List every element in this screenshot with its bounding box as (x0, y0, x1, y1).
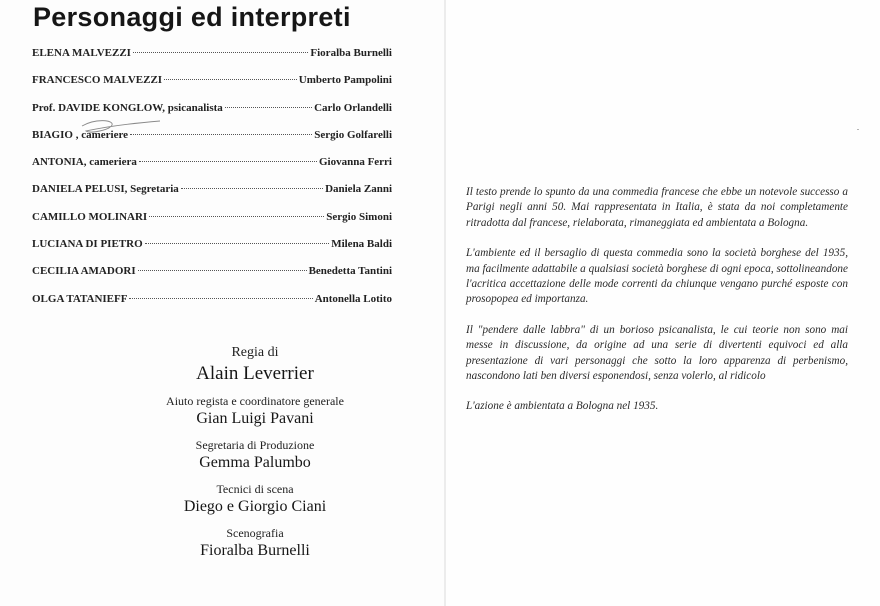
character-name: FRANCESCO MALVEZZI (32, 74, 163, 87)
pen-scribble (76, 112, 166, 136)
character-name: OLGA TATANIEFF (32, 292, 128, 305)
dot-leader (149, 216, 324, 217)
cast-row (32, 183, 392, 210)
credit-name: Gian Luigi Pavani (196, 410, 314, 427)
character-name: Prof. DAVIDE KONGLOW, psicanalista (32, 101, 223, 114)
synopsis-paragraph: L'ambiente ed il bersaglio di questa commedia sono la società borghese del 1935, ma facilmente adattabile a qualsiasi società borghese di ogni epoca, sottolineandone l'acritica accettazione delle mode correnti da chiunque vengano purché esposte con prosopopea ed importanza. (466, 247, 848, 306)
dot-leader (164, 79, 297, 80)
dot-leader (181, 188, 323, 189)
cast-row (32, 156, 392, 183)
character-name: DANIELA PELUSI, Segretaria (32, 183, 179, 196)
synopsis-paragraph: L'azione è ambientata a Bologna nel 1935. (466, 400, 659, 413)
credit-name: Fioralba Burnelli (200, 542, 310, 559)
actor-name: Sergio Golfarelli (314, 128, 392, 141)
synopsis-paragraph: Il testo prende lo spunto da una commedia francese che ebbe un notevole successo a Parigi negli anni 50. Mai rappresentata in Italia, è stata da noi completamente ritradotta dal francese, rielaborata, rimaneggiata ed ambientata a Bologna. (466, 186, 848, 229)
credit-label: Regia di (231, 345, 279, 360)
cast-row (32, 211, 392, 238)
cast-row (32, 238, 392, 265)
actor-name: Carlo Orlandelli (314, 101, 392, 114)
dot-leader (225, 107, 312, 108)
credit-label: Scenografia (226, 526, 284, 540)
character-name: CECILIA AMADORI (32, 265, 136, 278)
scan-speck (857, 129, 859, 130)
credit-director (120, 344, 390, 385)
credit-name: Alain Leverrier (196, 363, 314, 384)
credit-production-secretary (120, 438, 390, 473)
dot-leader (129, 298, 312, 299)
credit-assistant-director (120, 394, 390, 429)
actor-name: Antonella Lotito (314, 292, 392, 305)
dot-leader (133, 52, 308, 53)
cast-row (32, 293, 392, 320)
cast-row (32, 74, 392, 101)
credit-name: Gemma Palumbo (199, 454, 311, 471)
actor-name: Giovanna Ferri (318, 156, 392, 169)
dot-leader (139, 161, 317, 162)
credit-label: Tecnici di scena (216, 482, 294, 496)
credit-label: Aiuto regista e coordinatore generale (166, 394, 344, 408)
page-title: Personaggi ed interpreti (33, 2, 351, 32)
actor-name: Milena Baldi (331, 238, 392, 251)
character-name: LUCIANA DI PIETRO (32, 238, 143, 251)
cast-list (32, 47, 392, 320)
cast-row (32, 47, 392, 74)
dot-leader (145, 243, 330, 244)
actor-name: Umberto Pampolini (298, 74, 392, 87)
cast-row (32, 265, 392, 292)
actor-name: Sergio Simoni (326, 210, 392, 223)
character-name: ELENA MALVEZZI (32, 47, 131, 59)
credit-name: Diego e Giorgio Ciani (183, 498, 327, 515)
character-name: CAMILLO MOLINARI (32, 210, 148, 223)
synopsis (466, 185, 848, 430)
dot-leader (138, 270, 307, 271)
character-name: BIAGIO , cameriere (32, 128, 129, 141)
character-name: ANTONIA, cameriera (32, 156, 137, 169)
credit-stage-technicians (120, 482, 390, 517)
credit-label: Segretaria di Produzione (195, 438, 315, 452)
actor-name: Fioralba Burnelli (310, 47, 392, 59)
synopsis-paragraph: Il "pendere dalle labbra" di un borioso psicanalista, le cui teorie non sono mai messe in discussione, da origine ad una serie di divertenti equivoci ed alla presentazione di vari personaggi che sotto la loro apparenza di perbenismo, nascondono lati ben diversi esponendosi, senza volerlo, al ridicolo (466, 323, 848, 383)
actor-name: Daniela Zanni (325, 183, 392, 196)
actor-name: Benedetta Tantini (308, 265, 392, 278)
credit-set-design (120, 526, 390, 561)
production-credits (120, 344, 390, 570)
